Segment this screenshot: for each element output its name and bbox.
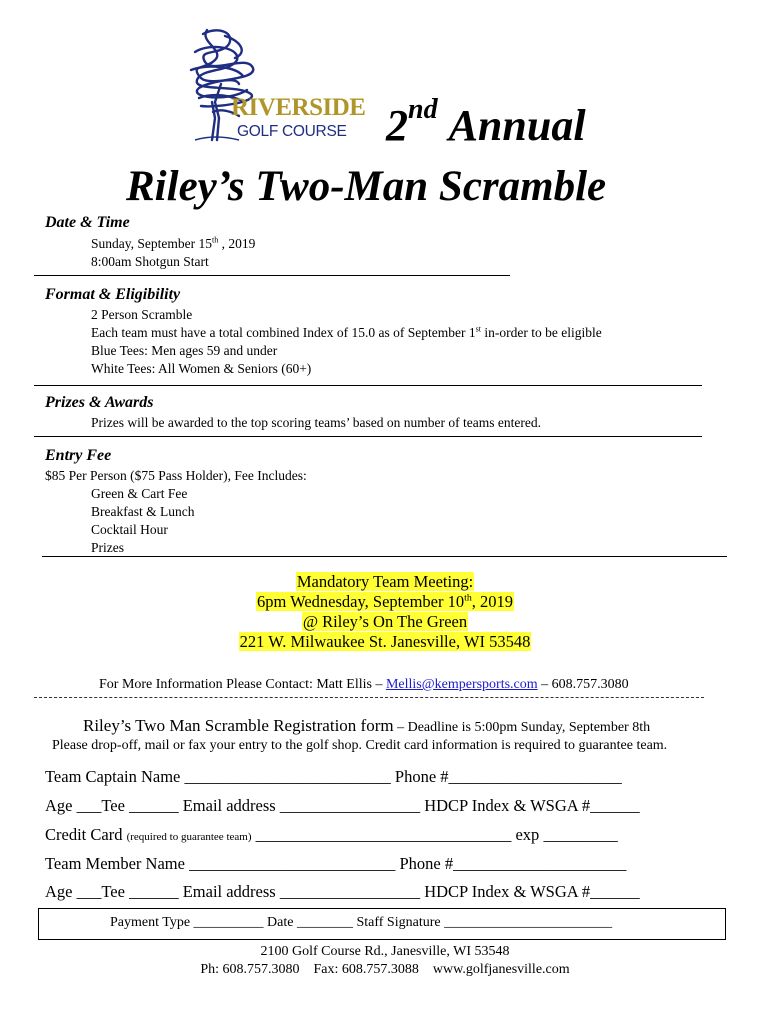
format-line-2-text: Each team must have a total combined Index of 15.0 as of September 1 <box>91 325 476 340</box>
exp-label: exp <box>511 825 544 844</box>
meeting-time <box>256 592 514 611</box>
divider-3 <box>34 436 702 437</box>
event-title: Riley’s Two-Man Scramble <box>126 163 607 210</box>
logo-riverside-text: RIVERSIDE <box>231 94 366 121</box>
contact-line <box>99 676 629 694</box>
fee-item-prizes: Prizes <box>91 540 124 555</box>
member-tee-field[interactable]: ______ <box>129 882 179 901</box>
member-row <box>45 854 626 874</box>
captain-name-label: Team Captain Name <box>45 767 185 786</box>
date-time-heading: Date & Time <box>45 214 130 231</box>
format-heading: Format & Eligibility <box>45 286 181 303</box>
start-time: 8:00am Shotgun Start <box>91 254 209 269</box>
captain-name-field[interactable]: _________________________ <box>184 767 391 786</box>
captain-details-row <box>45 796 640 816</box>
event-date-year: , 2019 <box>218 236 256 251</box>
captain-tee-field[interactable]: ______ <box>129 796 179 815</box>
meeting-time-year: , 2019 <box>471 592 514 611</box>
logo-golf-course-text: GOLF COURSE <box>237 123 347 140</box>
annual-heading <box>386 94 586 151</box>
credit-card-row <box>45 825 618 845</box>
captain-email-label: Email address <box>178 796 280 815</box>
fee-item-green-cart: Green & Cart Fee <box>91 486 188 501</box>
fee-item-cocktail-hour: Cocktail Hour <box>91 522 168 537</box>
event-date-sup: th <box>211 235 219 245</box>
fee-item-breakfast-lunch: Breakfast & Lunch <box>91 504 195 519</box>
captain-phone-field[interactable]: _____________________ <box>448 767 622 786</box>
format-line-1: 2 Person Scramble <box>91 307 193 322</box>
format-line-2-end: in-order to be eligible <box>481 325 602 340</box>
annual-word: Annual <box>448 101 586 150</box>
entry-fee-line: $85 Per Person ($75 Pass Holder), Fee Includes: <box>45 468 307 483</box>
footer-contact: Ph: 608.757.3080 Fax: 608.757.3088 www.golfjanesville.com <box>200 962 570 977</box>
credit-card-label: Credit Card <box>45 825 127 844</box>
ordinal-number: 2 <box>386 101 408 150</box>
riverside-logo <box>155 22 366 150</box>
staff-date-label: Date <box>263 915 297 930</box>
exp-field[interactable]: _________ <box>543 825 618 844</box>
credit-card-field[interactable]: _______________________________ <box>251 825 512 844</box>
divider-4 <box>42 556 727 557</box>
contact-email-link[interactable]: Mellis@kempersports.com <box>385 677 538 692</box>
contact-text: For More Information Please Contact: Matt Ellis – <box>99 677 386 692</box>
event-date <box>91 235 255 253</box>
member-hdcp-label: HDCP Index & WSGA # <box>420 882 591 901</box>
captain-hdcp-label: HDCP Index & WSGA # <box>420 796 591 815</box>
member-tee-label: Tee <box>101 882 130 901</box>
format-line-2 <box>91 324 602 342</box>
prizes-text: Prizes will be awarded to the top scoring teams’ based on number of teams entered. <box>91 415 541 430</box>
member-name-label: Team Member Name <box>45 854 190 873</box>
divider-1 <box>34 275 510 276</box>
meeting-time-text: 6pm Wednesday, September 10 <box>256 592 465 611</box>
member-hdcp-field[interactable]: ______ <box>590 882 640 901</box>
staff-date-field[interactable]: ________ <box>296 915 353 930</box>
captain-phone-label: Phone # <box>390 767 449 786</box>
member-email-label: Email address <box>178 882 280 901</box>
captain-age-label: Age <box>45 796 77 815</box>
footer-address: 2100 Golf Course Rd., Janesville, WI 53548 <box>260 944 510 959</box>
registration-instructions: Please drop-off, mail or fax your entry to the golf shop. Credit card information is required to guarantee team. <box>52 738 668 753</box>
member-details-row <box>45 882 640 902</box>
entry-fee-heading: Entry Fee <box>45 447 112 464</box>
captain-hdcp-field[interactable]: ______ <box>590 796 640 815</box>
member-email-field[interactable]: _________________ <box>279 882 421 901</box>
registration-title <box>83 716 650 736</box>
meeting-title: Mandatory Team Meeting: <box>296 572 474 591</box>
credit-card-note: (required to guarantee team) <box>126 831 252 843</box>
ordinal-suffix: nd <box>408 94 438 126</box>
staff-row <box>110 915 612 931</box>
format-line-2-sup: st <box>475 324 482 334</box>
registration-deadline: – Deadline is 5:00pm Sunday, September 8th <box>393 720 651 735</box>
staff-signature-field[interactable]: ________________________ <box>444 915 613 930</box>
payment-type-label: Payment Type <box>110 915 194 930</box>
captain-tee-label: Tee <box>101 796 130 815</box>
meeting-block <box>0 572 770 652</box>
captain-email-field[interactable]: _________________ <box>279 796 421 815</box>
meeting-address: 221 W. Milwaukee St. Janesville, WI 53548 <box>239 632 531 651</box>
captain-age-field[interactable]: ___ <box>76 796 102 815</box>
contact-phone: – 608.757.3080 <box>537 677 629 692</box>
registration-form-title: Riley’s Two Man Scramble Registration form <box>83 716 394 735</box>
member-name-field[interactable]: _________________________ <box>189 854 396 873</box>
divider-2 <box>34 385 702 386</box>
meeting-time-sup: th <box>464 592 472 604</box>
member-phone-label: Phone # <box>395 854 454 873</box>
format-line-3: Blue Tees: Men ages 59 and under <box>91 343 278 358</box>
dashed-divider <box>34 697 704 698</box>
staff-signature-label: Staff Signature <box>352 915 445 930</box>
member-age-field[interactable]: ___ <box>76 882 102 901</box>
member-age-label: Age <box>45 882 77 901</box>
format-line-4: White Tees: All Women & Seniors (60+) <box>91 361 312 376</box>
member-phone-field[interactable]: _____________________ <box>453 854 627 873</box>
prizes-heading: Prizes & Awards <box>45 394 154 411</box>
payment-type-field[interactable]: __________ <box>193 915 264 930</box>
captain-row <box>45 767 622 787</box>
meeting-venue: @ Riley’s On The Green <box>302 612 468 631</box>
event-date-text: Sunday, September 15 <box>91 236 212 251</box>
